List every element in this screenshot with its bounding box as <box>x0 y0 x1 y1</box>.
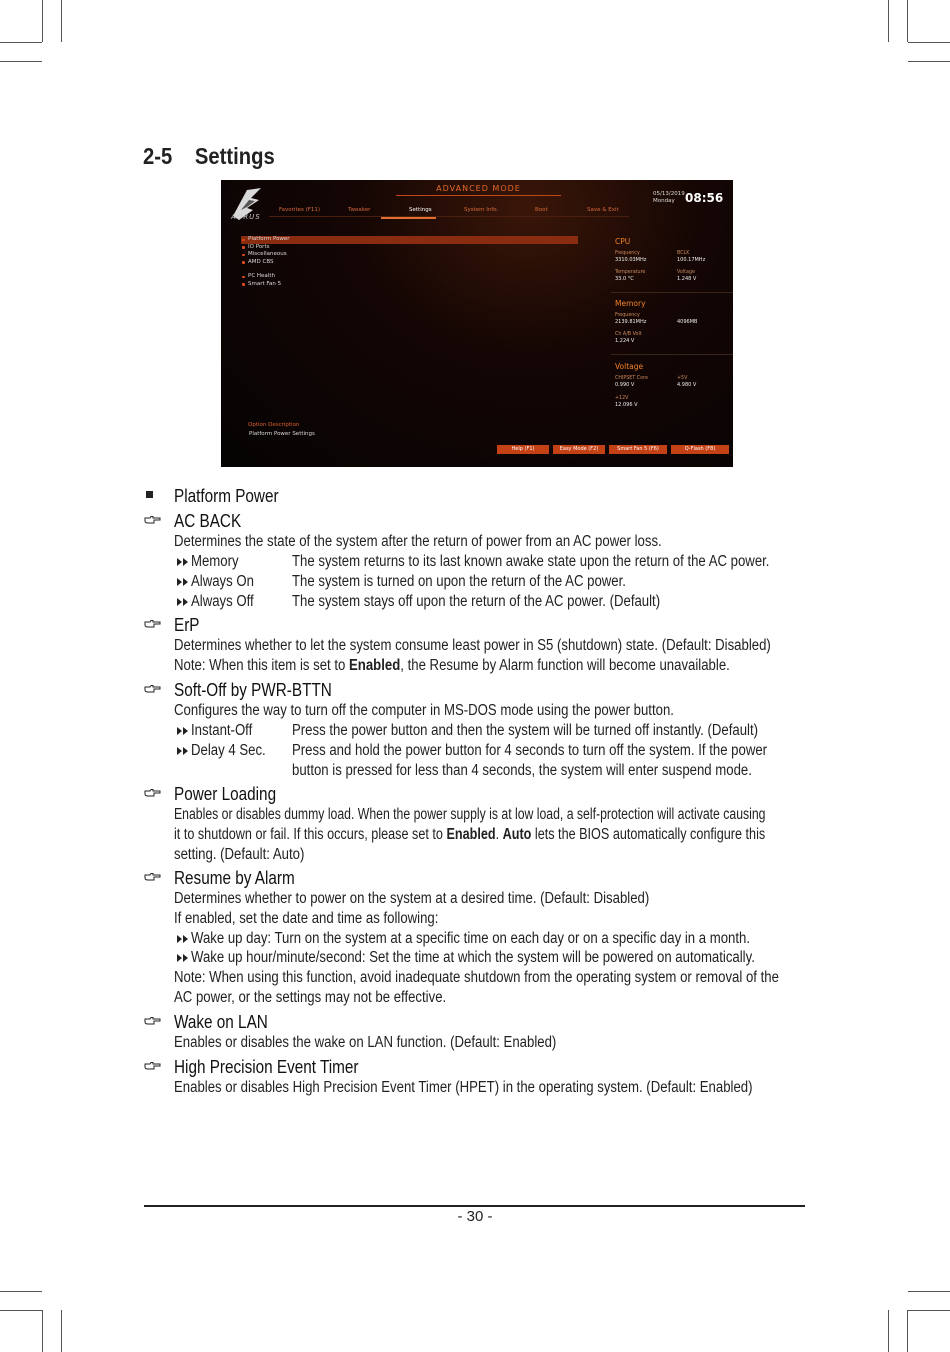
bullet-icon <box>242 261 245 264</box>
menu-item-label: IO Ports <box>248 243 270 250</box>
menu-item-label: Miscellaneous <box>248 251 287 257</box>
power-loading-bold: Enabled <box>446 826 496 843</box>
help-button[interactable]: Help (F1) <box>497 445 549 454</box>
power-loading-desc: Enables or disables dummy load. When the power supply is at low load, a self-protection will activate causing <box>174 806 766 823</box>
bclk-value: 100.17MHz <box>677 257 706 263</box>
double-arrow-icon <box>176 746 190 756</box>
platform-power-heading: Platform Power <box>174 486 279 506</box>
memory-title: Memory <box>615 299 646 308</box>
v5-value: 4.980 V <box>677 382 697 388</box>
bios-date-value: 05/13/2019 <box>653 191 685 197</box>
crop-mark <box>907 1310 908 1352</box>
cpu-volt-label: Voltage <box>677 270 695 275</box>
cpu-temp-value: 33.0 °C <box>615 276 634 282</box>
cpu-freq-value: 3310.03MHz <box>615 257 647 263</box>
menu-gap <box>241 266 581 273</box>
option-description-title: Option Description <box>248 422 300 428</box>
resume-heading: Resume by Alarm <box>174 868 295 888</box>
crop-mark <box>0 1310 42 1311</box>
crop-mark <box>61 0 62 42</box>
menu-item-label: Smart Fan 5 <box>248 280 282 287</box>
ac-back-desc: Determines the state of the system after the return of power from an AC power loss. <box>174 533 662 550</box>
ac-back-heading: AC BACK <box>174 511 242 531</box>
crop-mark <box>0 61 42 62</box>
page-number: - 30 - <box>457 1208 493 1225</box>
smart-fan-button[interactable]: Smart Fan 5 (F6) <box>609 445 667 454</box>
bios-screenshot <box>221 180 733 467</box>
cpu-temp-label: Temperature <box>615 270 646 275</box>
erp-note-text: Note: When this item is set to <box>174 657 350 674</box>
wol-heading: Wake on LAN <box>174 1012 268 1032</box>
mem-size-value: 4096MB <box>677 319 698 325</box>
menu-item-pc-health[interactable] <box>241 273 581 281</box>
v12-value: 12.096 V <box>615 402 638 408</box>
footer-rule <box>144 1205 805 1207</box>
aorus-logo-text: AORUS <box>231 213 261 221</box>
erp-note-text: , the Resume by Alarm function will become unavailable. <box>400 657 730 674</box>
menu-item-amd-cbs[interactable] <box>241 259 581 267</box>
mem-freq-value: 2139.81MHz <box>615 319 647 325</box>
easy-mode-button[interactable]: Easy Mode (F2) <box>553 445 605 454</box>
power-loading-text: lets the BIOS automatically configure this <box>531 826 766 843</box>
bullet-icon <box>242 283 245 286</box>
pointing-hand-icon <box>144 515 162 525</box>
crop-mark <box>908 61 950 62</box>
section-title: Settings <box>194 143 275 169</box>
crop-mark <box>888 1310 889 1352</box>
menu-item-miscellaneous[interactable] <box>241 251 581 259</box>
resume-note: Note: When using this function, avoid inadequate shutdown from the operating system or removal of the <box>174 969 779 986</box>
double-arrow-icon <box>176 953 190 963</box>
v12-label: +12V <box>615 396 629 401</box>
section-number: 2-5 <box>143 143 173 169</box>
soft-off-option-desc: Press the power button and then the system will be turned off instantly. (Default) <box>292 722 759 739</box>
bullet-icon <box>242 239 245 242</box>
mem-volt-label: Ch A/B Volt <box>615 332 642 337</box>
bios-day-value: Monday <box>653 198 675 204</box>
tab-save-exit[interactable]: Save & Exit <box>587 207 619 213</box>
crop-mark <box>61 1310 62 1352</box>
bios-time: 08:56 <box>685 191 724 205</box>
cpu-volt-value: 1.248 V <box>677 276 697 282</box>
hpet-desc: Enables or disables High Precision Event Timer (HPET) in the operating system. (Default: Enabled) <box>174 1079 753 1096</box>
resume-option: Wake up hour/minute/second: Set the time at which the system will be powered on automatically. <box>191 949 755 966</box>
chipset-label: CHIPSET Core <box>615 376 648 381</box>
cpu-freq-label: Frequency <box>615 251 640 256</box>
pointing-hand-icon <box>144 1016 162 1026</box>
pointing-hand-icon <box>144 872 162 882</box>
menu-item-label: PC Health <box>248 273 275 279</box>
crop-mark <box>908 1310 950 1311</box>
soft-off-heading: Soft-Off by PWR-BTTN <box>174 680 332 700</box>
cpu-title: CPU <box>615 237 631 246</box>
crop-mark <box>907 0 908 42</box>
ac-back-option-desc: The system stays off upon the return of the AC power. (Default) <box>292 593 661 610</box>
double-arrow-icon <box>176 577 190 587</box>
voltage-title: Voltage <box>615 362 644 371</box>
square-bullet-icon <box>146 491 153 498</box>
double-arrow-icon <box>176 557 190 567</box>
soft-off-option-desc-cont: button is pressed for less than 4 seconds, the system will enter suspend mode. <box>292 762 752 779</box>
crop-mark <box>908 1291 950 1292</box>
power-loading-desc: setting. (Default: Auto) <box>174 846 305 863</box>
power-loading-bold: Auto <box>502 826 532 843</box>
tab-system-info[interactable]: System Info. <box>464 207 499 213</box>
bios-mode-title: ADVANCED MODE <box>396 182 561 196</box>
bios-menu <box>241 236 581 288</box>
tab-divider <box>269 216 629 217</box>
erp-heading: ErP <box>174 615 200 635</box>
pointing-hand-icon <box>144 1061 162 1071</box>
wol-desc: Enables or disables the wake on LAN function. (Default: Enabled) <box>174 1034 557 1051</box>
tab-boot[interactable]: Boot <box>535 207 548 213</box>
double-arrow-icon <box>176 597 190 607</box>
crop-mark <box>908 42 950 43</box>
option-description-text: Platform Power Settings <box>249 431 315 437</box>
double-arrow-icon <box>176 726 190 736</box>
bullet-icon <box>242 246 245 249</box>
bclk-label: BCLK <box>677 251 690 256</box>
resume-option: Wake up day: Turn on the system at a specific time on each day or on a specific day in a month. <box>191 930 751 947</box>
ac-back-option-name: Memory <box>191 553 239 570</box>
soft-off-option-name: Delay 4 Sec. <box>191 742 266 759</box>
monitor-divider <box>611 354 733 355</box>
soft-off-option-name: Instant-Off <box>191 722 253 739</box>
crop-mark <box>0 1291 42 1292</box>
bullet-icon <box>242 276 245 279</box>
tab-favorites[interactable]: Favorites (F11) <box>279 207 321 213</box>
resume-desc: If enabled, set the date and time as following: <box>174 910 439 927</box>
monitor-divider <box>611 292 733 293</box>
ac-back-option-desc: The system returns to its last known awake state upon the return of the AC power. <box>292 553 770 570</box>
chipset-value: 0.990 V <box>615 382 635 388</box>
pointing-hand-icon <box>144 684 162 694</box>
crop-mark <box>0 42 42 43</box>
crop-mark <box>42 0 43 42</box>
hpet-heading: High Precision Event Timer <box>174 1057 359 1077</box>
erp-note <box>174 656 730 676</box>
bios-function-buttons <box>497 445 733 455</box>
section-heading <box>143 143 275 170</box>
menu-item-label: AMD CBS <box>248 258 274 265</box>
erp-desc: Determines whether to let the system consume least power in S5 (shutdown) state. (Default: Disabled) <box>174 637 771 654</box>
tab-settings[interactable]: Settings <box>409 207 432 213</box>
v5-label: +5V <box>677 376 688 381</box>
resume-note: AC power, or the settings may not be effective. <box>174 989 447 1006</box>
resume-desc: Determines whether to power on the system at a desired time. (Default: Disabled) <box>174 890 650 907</box>
q-flash-button[interactable]: Q-Flash (F8) <box>671 445 729 454</box>
ac-back-option-name: Always Off <box>191 593 254 610</box>
bios-date <box>653 191 685 205</box>
crop-mark <box>42 1310 43 1352</box>
active-tab-indicator <box>381 217 436 219</box>
menu-item-io-ports[interactable] <box>241 244 581 252</box>
crop-mark <box>888 0 889 42</box>
power-loading-text: . <box>495 826 503 843</box>
menu-item-label: Platform Power <box>248 236 290 242</box>
menu-item-platform-power[interactable] <box>241 236 578 244</box>
power-loading-text: it to shutdown or fail. If this occurs, please set to <box>174 826 447 843</box>
pointing-hand-icon <box>144 788 162 798</box>
tab-tweaker[interactable]: Tweaker <box>348 207 371 213</box>
menu-item-smart-fan[interactable] <box>241 281 581 289</box>
pointing-hand-icon <box>144 619 162 629</box>
power-loading-heading: Power Loading <box>174 784 277 804</box>
erp-note-bold: Enabled <box>349 657 401 674</box>
bios-hw-monitor <box>611 232 733 462</box>
double-arrow-icon <box>176 934 190 944</box>
soft-off-option-desc: Press and hold the power button for 4 seconds to turn off the system. If the power <box>292 742 768 759</box>
mem-freq-label: Frequency <box>615 313 640 318</box>
mem-volt-value: 1.224 V <box>615 338 635 344</box>
ac-back-option-name: Always On <box>191 573 254 590</box>
ac-back-option-desc: The system is turned on upon the return of the AC power. <box>292 573 626 590</box>
power-loading-desc <box>174 825 765 845</box>
soft-off-desc: Configures the way to turn off the computer in MS-DOS mode using the power button. <box>174 702 674 719</box>
bullet-icon <box>242 254 245 257</box>
